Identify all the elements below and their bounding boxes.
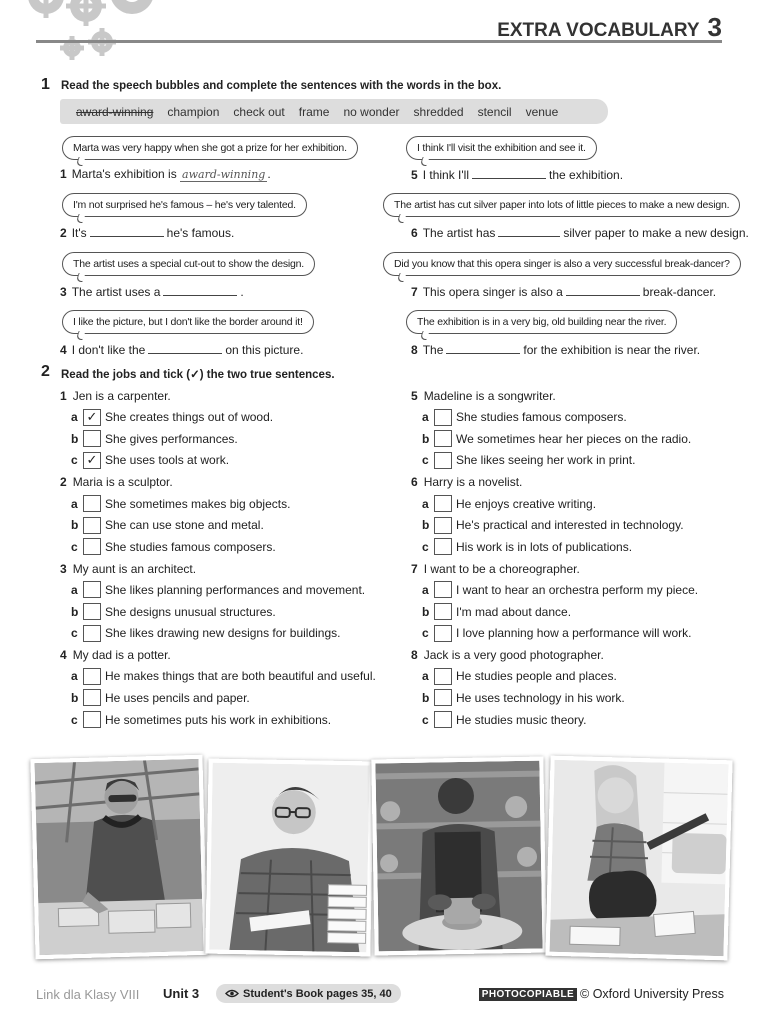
tick-checkbox[interactable] [434,581,452,598]
photocopiable-badge: PHOTOCOPIABLE [479,988,577,1001]
job-item: 6 Harry is a novelist. [411,475,523,490]
tick-checkbox[interactable] [83,517,101,534]
word-box-item: check out [233,104,285,119]
job-item: 1 Jen is a carpenter. [60,389,171,403]
students-book-pages: Student's Book pages 35, 40 [243,987,392,1000]
tick-checkbox[interactable] [83,581,101,598]
copyright [479,987,724,1001]
course-name: Link dla Klasy VIII [36,987,140,1002]
tick-checkbox[interactable] [434,452,452,469]
answer-blank[interactable] [446,342,520,354]
sentence-5: 5 I think I'll the exhibition. [411,168,624,182]
tick-option: c She likes drawing new designs for buildings. [71,626,341,641]
answer-blank[interactable] [472,167,546,179]
tick-checkbox[interactable] [434,603,452,620]
photo-potter [371,757,546,956]
tick-option: a He makes things that are both beautiful and useful. [71,669,376,684]
tick-checkbox[interactable] [434,711,452,728]
tick-option: a I want to hear an orchestra perform my piece. [422,582,699,597]
tick-checkbox[interactable] [83,711,101,728]
tick-option: b She can use stone and metal. [71,518,264,533]
tick-option: a She sometimes makes big objects. [71,496,291,511]
job-item: 8 Jack is a very good photographer. [411,648,604,663]
job-item: 7 I want to be a choreographer. [411,561,580,576]
word-box-item: shredded [413,104,464,119]
tick-option: c He studies music theory. [422,712,587,727]
tick-checkbox[interactable] [83,625,101,642]
answer-blank[interactable] [498,225,560,237]
publisher: © Oxford University Press [580,987,724,1001]
sentence-6: 6 The artist has silver paper to make a new design. [411,226,749,240]
tick-option: a ✓ She creates things out of wood. [71,409,274,425]
gears-decoration-icon [14,0,174,66]
speech-bubble: I'm not surprised he's famous – he's very talented. [62,193,307,217]
sentence-8: 8 The for the exhibition is near the river. [411,343,701,357]
answer-blank[interactable] [90,225,164,237]
tick-option: b He uses technology in his work. [422,690,625,705]
speech-bubble: Did you know that this opera singer is also a very successful break-dancer? [383,252,741,276]
tick-checkbox[interactable] [83,603,101,620]
tick-option: c I love planning how a performance will work. [422,626,692,641]
answer-blank[interactable] [163,284,237,296]
tick-option: b I'm mad about dance. [422,604,572,619]
tick-checkbox[interactable] [83,538,101,555]
speech-bubble: Marta was very happy when she got a prize for her exhibition. [62,136,358,160]
tick-checkbox[interactable] [434,495,452,512]
tick-checkbox[interactable] [83,689,101,706]
page-title [497,12,722,43]
example-answer: award-winning [182,168,266,181]
tick-checkbox[interactable] [434,538,452,555]
page-title-text: EXTRA VOCABULARY [497,20,700,41]
photo-writer [205,759,373,957]
tick-option: a She studies famous composers. [422,410,627,425]
eye-icon [225,989,239,998]
tick-option: a He studies people and places. [422,669,617,684]
word-box-item: award-winning [76,104,154,119]
word-box-item: stencil [477,104,512,119]
sentence-1: 1 Marta's exhibition is award-winning . [60,167,271,181]
tick-checkbox[interactable] [83,668,101,685]
photo-songwriter [545,756,732,961]
speech-bubble: The exhibition is in a very big, old building near the river. [406,310,677,334]
tick-checkbox[interactable] [434,625,452,642]
word-box-item: venue [525,104,559,119]
tick-option: b She gives performances. [71,431,238,446]
tick-option: b She designs unusual structures. [71,604,276,619]
tick-option: c His work is in lots of publications. [422,539,633,554]
photo-carpenter [30,755,207,959]
tick-checkbox[interactable] [83,430,101,447]
answer-blank[interactable] [148,342,222,354]
footer-unit: Unit 3 [163,986,200,1001]
tick-checkbox[interactable] [434,409,452,426]
exercise-1-instruction: Read the speech bubbles and complete the sentences with the words in the box. [61,80,502,92]
exercise-2-instruction: Read the jobs and tick (✓) the two true sentences. [61,369,335,381]
tick-checkbox[interactable] [434,668,452,685]
job-item: 3 My aunt is an architect. [60,561,197,576]
word-box-item: champion [167,104,220,119]
word-box-item: no wonder [343,104,400,119]
tick-checkbox[interactable]: ✓ [83,452,101,469]
speech-bubble: The artist uses a special cut-out to show the design. [62,252,315,276]
tick-checkbox[interactable] [434,689,452,706]
word-box-item: frame [298,104,330,119]
tick-option: b We sometimes hear her pieces on the radio. [422,431,692,446]
tick-option: c She likes seeing her work in print. [422,453,636,468]
tick-option: b He uses pencils and paper. [71,690,250,705]
tick-option: c He sometimes puts his work in exhibitions. [71,712,332,727]
unit-number: 3 [707,12,722,42]
tick-checkbox[interactable] [83,495,101,512]
tick-checkbox[interactable]: ✓ [83,409,101,426]
exercise-1-number: 1 [41,76,50,93]
tick-option: b He's practical and interested in technology. [422,518,684,533]
tick-option: c She studies famous composers. [71,539,276,554]
tick-option: a She likes planning performances and movement. [71,582,366,597]
sentence-4: 4 I don't like the on this picture. [60,343,304,357]
answer-blank[interactable] [566,284,640,296]
tick-option: a He enjoys creative writing. [422,496,597,511]
exercise-2-number: 2 [41,363,50,380]
job-item: 5 Madeline is a songwriter. [411,389,556,403]
tick-checkbox[interactable] [434,517,452,534]
tick-checkbox[interactable] [434,430,452,447]
speech-bubble: I think I'll visit the exhibition and see it. [406,136,597,160]
word-box [60,99,608,124]
sentence-2: 2 It's he's famous. [60,226,235,240]
speech-bubble: I like the picture, but I don't like the border around it! [62,310,314,334]
students-book-reference [216,984,401,1003]
tick-option: c ✓ She uses tools at work. [71,452,230,468]
speech-bubble: The artist has cut silver paper into lots of little pieces to make a new design. [383,193,740,217]
sentence-3: 3 The artist uses a . [60,285,244,299]
sentence-7: 7 This opera singer is also a break-dancer. [411,285,717,299]
job-item: 4 My dad is a potter. [60,648,171,663]
job-item: 2 Maria is a sculptor. [60,475,173,490]
